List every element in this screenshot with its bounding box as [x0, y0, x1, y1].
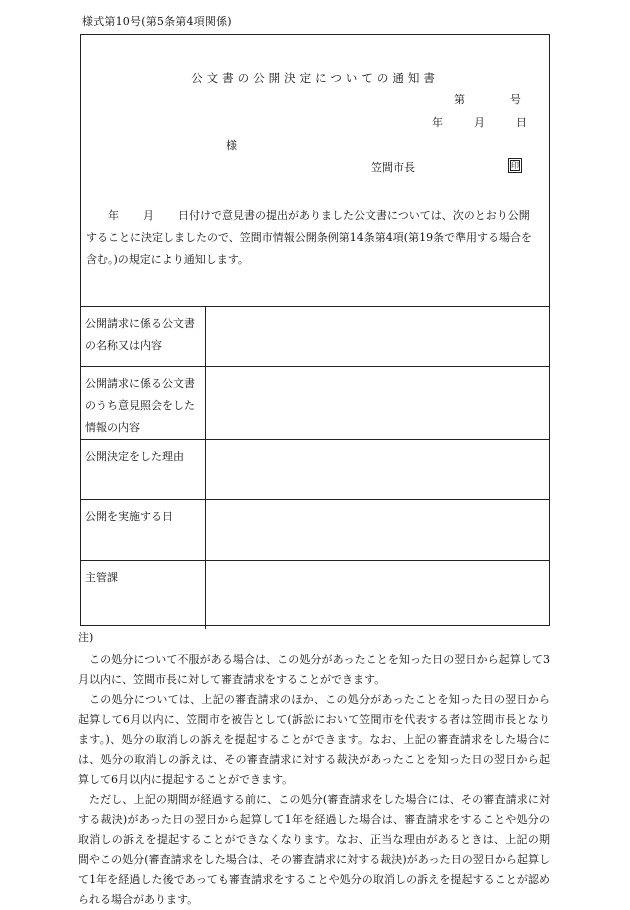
addressee-honorific: 様: [226, 139, 237, 152]
date-month: 月: [474, 116, 485, 129]
table-row: [80, 561, 550, 629]
row-value-request-title: [206, 307, 551, 367]
row-label-request-title: 公開請求に係る公文書の名称又は内容: [80, 307, 206, 367]
body-line-3: 含む。)の規定により通知します。: [86, 253, 249, 266]
row-value-consulted-info: [206, 367, 551, 440]
notes-paragraph-appeal: この処分について不服がある場合は、この処分があったことを知った日の翌日から起算して3月以内に、笠間市長に対して審査請求をすることができます。: [78, 653, 550, 686]
row-label-consulted-info: 公開請求に係る公文書のうち意見照会をした情報の内容: [80, 367, 206, 440]
notes-paragraph-deadline: ただし、上記の期間が経過する前に、この処分(審査請求をした場合には、その審査請求に対する裁決)があった日の翌日から起算して1年を経過した場合は、審査請求をすることや処分の取消しの訴えを提起することができなくなります。なお、正当な理由があるときは、上記の期間やこの処分(審査請求をした場合は、その審査請求に対する裁決)があった日の翌日から起算して1年を経過した後であっても審査請求をすることや処分の取消しの訴えを提起することが認められる場合があります。: [78, 793, 550, 906]
issue-date-line: [432, 115, 527, 130]
body-line-2: することに決定しましたので、笠間市情報公開条例第14条第4項(第19条で準用する場合を: [86, 231, 533, 244]
notes-paragraph-lawsuit: この処分については、上記の審査請求のほか、この処分があったことを知った日の翌日から起算して6月以内に、笠間市を被告として(訴訟において笠間市を代表する者は笠間市長となります。)、処分の取消しの訴えを提起することができます。なお、上記の審査請求をした場合には、処分の取消しの訴えは、その審査請求に対する裁決があったことを知った日の翌日から起算して6月以内に提起することができます。: [78, 693, 550, 786]
body-line-1: 年 月 日付けで意見書の提出がありました公文書については、次のとおり公開: [108, 209, 530, 222]
notes-section: [78, 628, 550, 910]
row-label-department: 主管課: [80, 561, 206, 629]
row-label-reason: 公開決定をした理由: [80, 440, 206, 500]
notes-heading: 注): [78, 631, 94, 644]
table-row: [80, 307, 550, 367]
date-day: 日: [516, 116, 527, 129]
number-suffix: 号: [510, 93, 521, 106]
date-year: 年: [432, 116, 443, 129]
table-row: [80, 440, 550, 500]
row-value-disclosure-date: [206, 500, 551, 561]
table-row: [80, 500, 550, 561]
row-label-disclosure-date: 公開を実施する日: [80, 500, 206, 561]
row-value-department: [206, 561, 551, 629]
notice-body: [86, 205, 546, 271]
form-number-label: 様式第10号(第5条第4項関係): [82, 15, 232, 28]
issuer-name: 笠間市長: [371, 161, 415, 174]
seal-glyph: 印: [511, 160, 519, 170]
row-value-reason: [206, 440, 551, 500]
document-number-line: [454, 92, 521, 107]
details-table: [80, 306, 550, 629]
table-row: [80, 367, 550, 440]
seal-stamp: [508, 158, 522, 173]
number-prefix: 第: [454, 93, 465, 106]
document-title: 公文書の公開決定についての通知書: [191, 71, 439, 85]
